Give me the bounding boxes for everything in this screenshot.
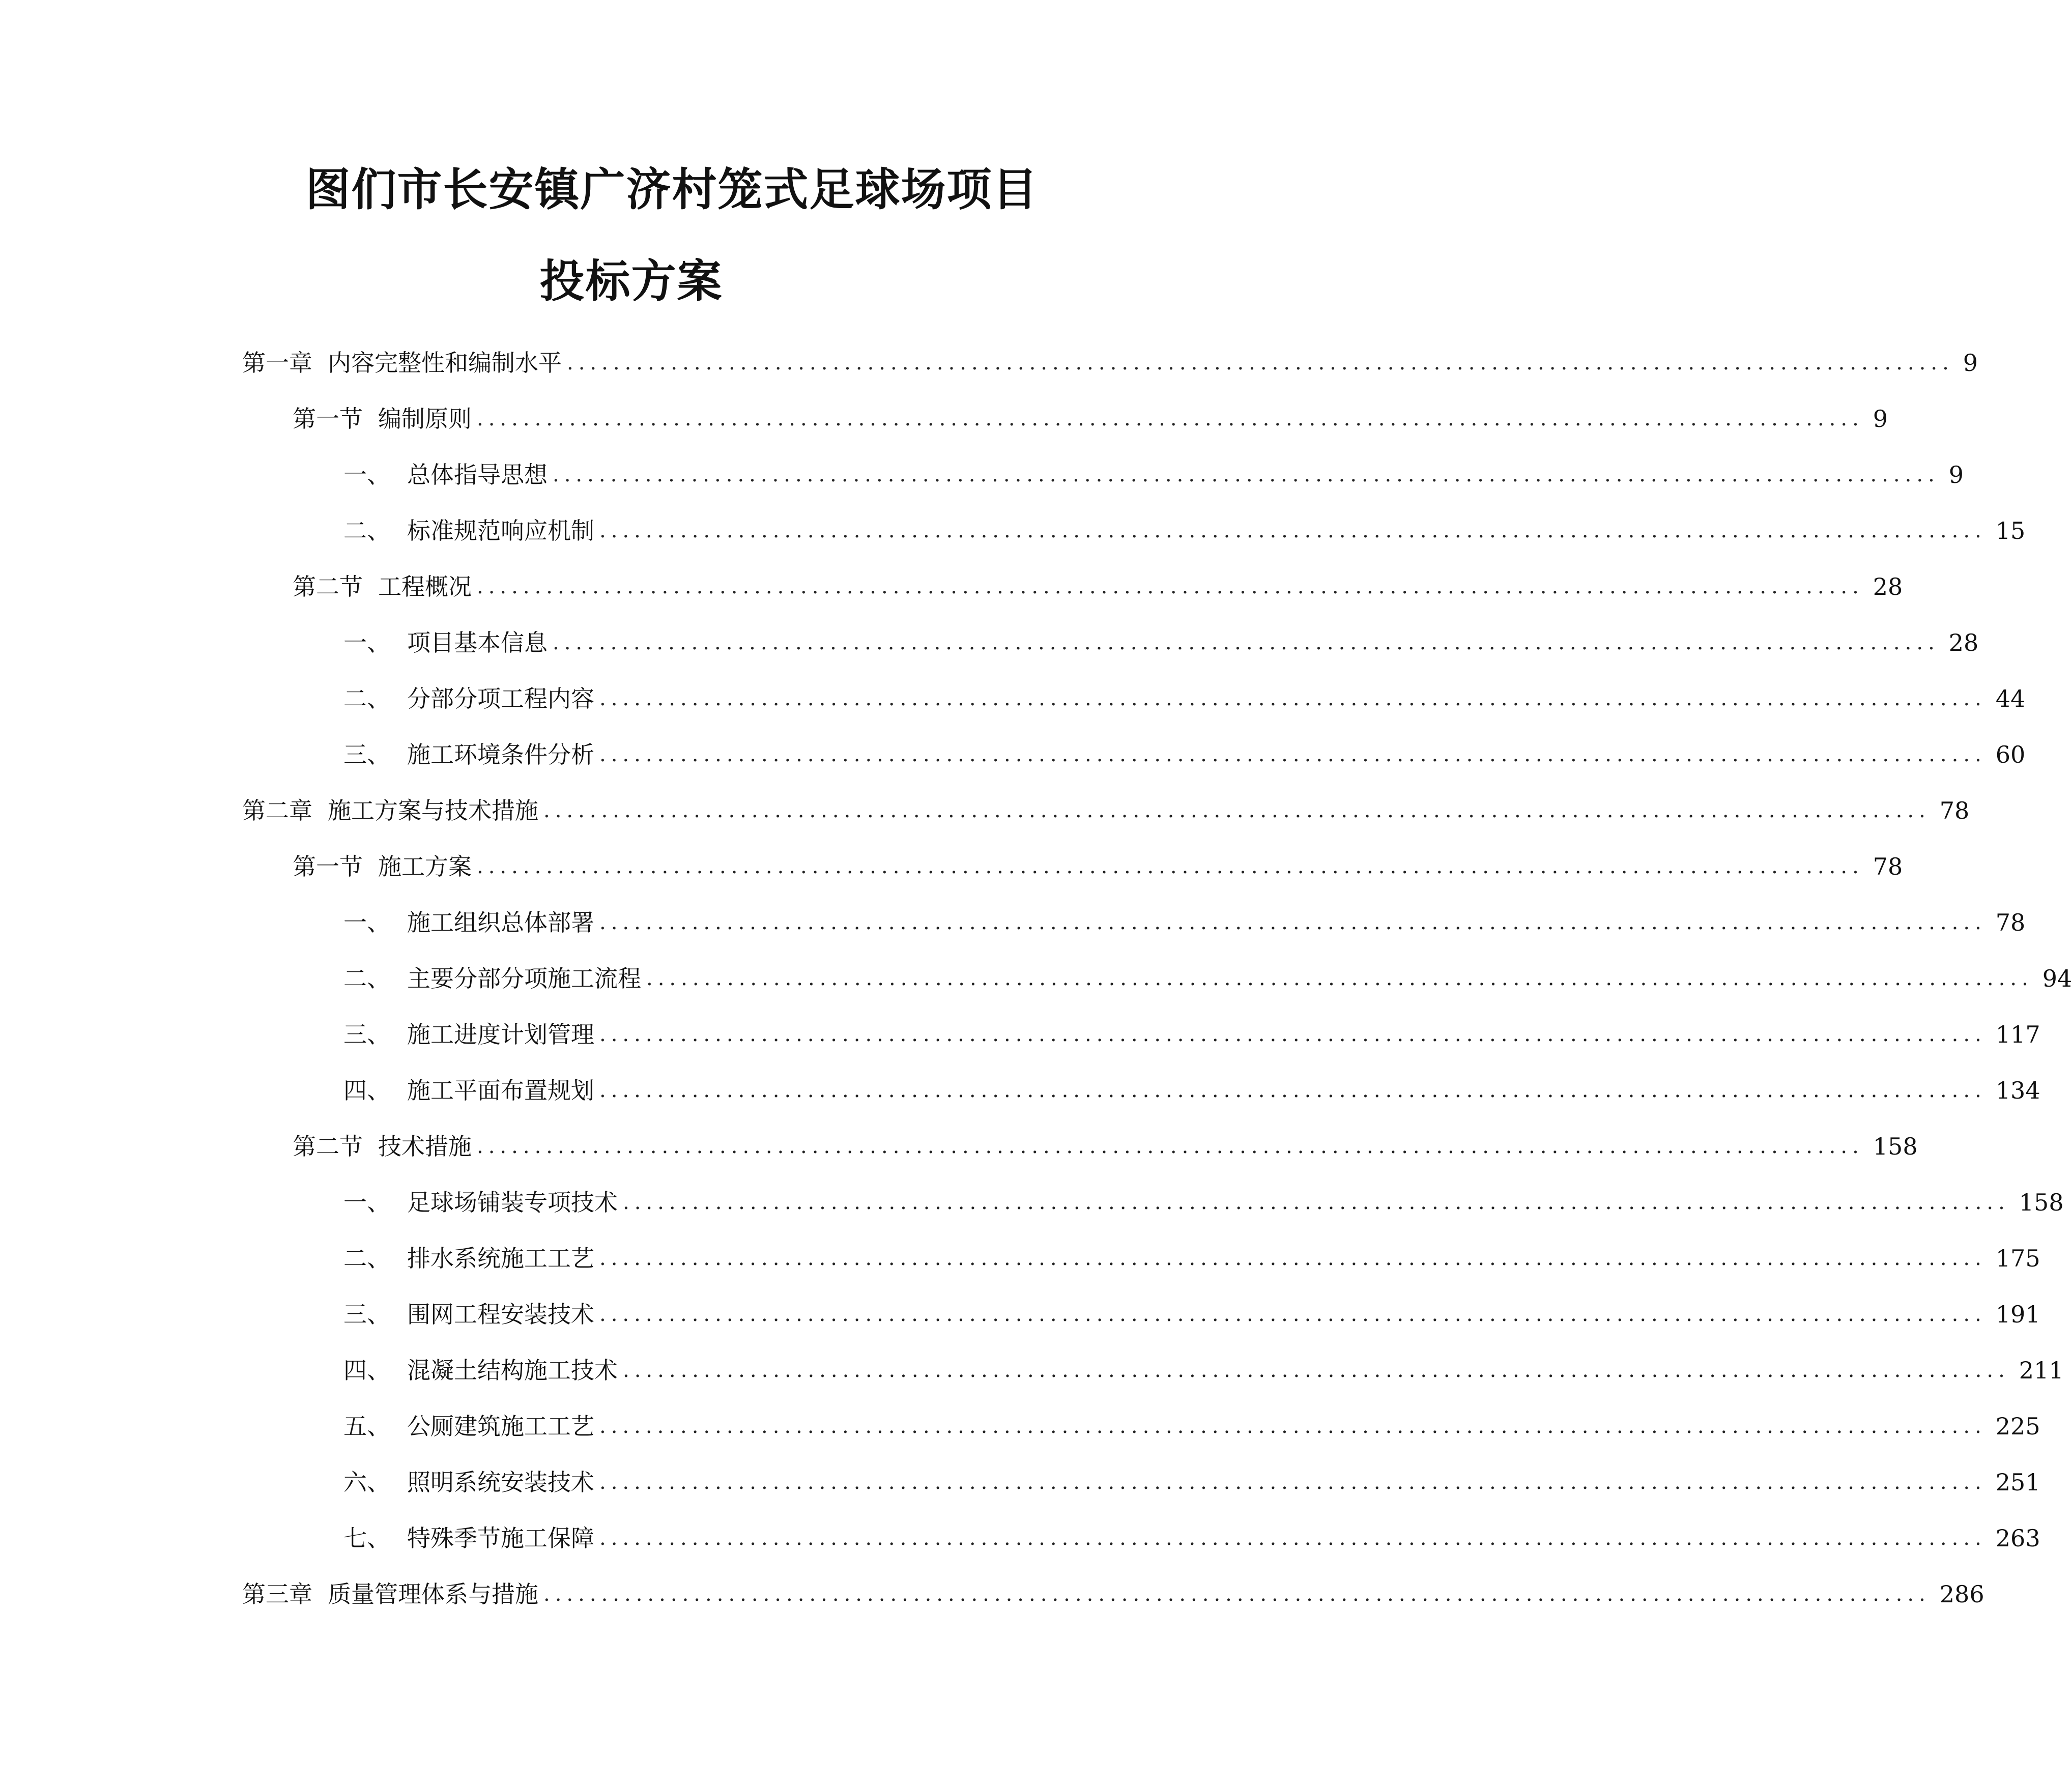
toc-leader-dots: ........................................................................................................................ (543, 1582, 1931, 1606)
toc-leader-dots: ........................................................................................................................ (553, 463, 1940, 486)
toc-entry[interactable] (343, 457, 1964, 493)
toc-leader-dots: ........................................................................................................................ (477, 855, 1864, 878)
toc-page-number: 9 (1963, 349, 1978, 377)
toc-entry-title: 施工组织总体部署 (407, 909, 594, 936)
toc-page-number: 78 (1939, 797, 1970, 824)
toc-entry-title: 工程概况 (378, 573, 472, 600)
toc-page-number: 9 (1948, 461, 1964, 488)
toc-entry-label (343, 681, 594, 716)
toc-page-number: 158 (1873, 1133, 1918, 1160)
toc-leader-dots: ........................................................................................................................ (599, 1303, 1987, 1326)
toc-page-number: 175 (1995, 1245, 2040, 1272)
toc-entry-title: 排水系统施工工艺 (407, 1245, 594, 1272)
toc-leader-dots: ........................................................................................................................ (599, 1023, 1987, 1046)
toc-entry-title: 总体指导思想 (407, 461, 548, 488)
toc-entry-label (343, 457, 548, 493)
toc-page-number: 60 (1995, 741, 2026, 768)
toc-leader-dots: ........................................................................................................................ (599, 743, 1987, 766)
toc-entry[interactable] (343, 1017, 2040, 1052)
toc-entry[interactable] (242, 1576, 1984, 1612)
toc-entry-number: 二、 (343, 685, 390, 712)
toc-leader-dots: ........................................................................................................................ (599, 519, 1987, 542)
toc-entry-number: 五、 (343, 1413, 390, 1440)
toc-entry-label (293, 849, 472, 884)
toc-entry-title: 施工进度计划管理 (407, 1021, 594, 1048)
toc-page-number: 28 (1948, 629, 1979, 656)
toc-leader-dots: ........................................................................................................................ (599, 1415, 1987, 1438)
toc-entry-title: 公厕建筑施工工艺 (407, 1413, 594, 1440)
toc-entry-title: 特殊季节施工保障 (407, 1524, 594, 1552)
document-title-line2: 投标方案 (539, 255, 723, 307)
toc-entry-number: 二、 (343, 1245, 390, 1272)
toc-entry[interactable] (343, 681, 2026, 716)
toc-entry-title: 主要分部分项施工流程 (407, 965, 641, 992)
toc-leader-dots: ........................................................................................................................ (599, 1247, 1987, 1270)
toc-entry-number: 第一章 (242, 349, 312, 377)
toc-entry-number: 第一节 (293, 853, 363, 880)
toc-entry-number: 第二节 (293, 573, 363, 600)
toc-entry-label (293, 569, 472, 604)
toc-page-number: 94 (2042, 965, 2072, 992)
toc-entry-number: 一、 (343, 909, 390, 936)
toc-entry-number: 三、 (343, 1301, 390, 1328)
toc-entry[interactable] (242, 793, 1970, 828)
toc-entry-number: 一、 (343, 1189, 390, 1216)
toc-entry[interactable] (293, 1129, 1918, 1164)
toc-entry[interactable] (343, 1241, 2040, 1276)
toc-entry-number: 三、 (343, 1021, 390, 1048)
toc-entry-title: 施工平面布置规划 (407, 1077, 594, 1104)
toc-entry-title: 编制原则 (378, 405, 472, 433)
toc-entry[interactable] (343, 737, 2026, 772)
toc-leader-dots: ........................................................................................................................ (599, 911, 1987, 934)
toc-entry-number: 第二节 (293, 1133, 363, 1160)
toc-entry-label (242, 345, 562, 381)
toc-entry[interactable] (343, 1185, 2064, 1220)
toc-entry-label (343, 1520, 594, 1556)
toc-leader-dots: ........................................................................................................................ (646, 967, 2033, 990)
toc-entry-label (343, 1185, 618, 1220)
toc-page-number: 158 (2019, 1189, 2064, 1216)
toc-page-number: 211 (2019, 1357, 2064, 1384)
toc-entry-number: 第二章 (242, 797, 312, 824)
toc-page-number: 44 (1995, 685, 2026, 712)
toc-entry-title: 围网工程安装技术 (407, 1301, 594, 1328)
toc-entry-label (343, 513, 594, 549)
toc-entry[interactable] (343, 905, 2026, 940)
toc-leader-dots: ........................................................................................................................ (477, 575, 1864, 598)
toc-page-number: 251 (1995, 1469, 2040, 1496)
toc-entry-title: 足球场铺装专项技术 (407, 1189, 618, 1216)
toc-entry-number: 六、 (343, 1469, 390, 1496)
toc-page-number: 286 (1939, 1580, 1984, 1608)
toc-entry-title: 施工方案 (378, 853, 472, 880)
toc-entry-title: 内容完整性和编制水平 (328, 349, 562, 377)
toc-leader-dots: ........................................................................................................................ (599, 1471, 1987, 1494)
toc-leader-dots: ........................................................................................................................ (623, 1359, 2010, 1382)
document-title-line1: 图们市长安镇广济村笼式足球场项目 (305, 163, 1039, 216)
toc-entry-label (343, 1073, 594, 1108)
toc-entry-number: 四、 (343, 1077, 390, 1104)
toc-page-number: 225 (1995, 1413, 2040, 1440)
toc-leader-dots: ........................................................................................................................ (599, 1079, 1987, 1102)
toc-leader-dots: ........................................................................................................................ (567, 351, 1954, 375)
toc-entry[interactable] (343, 1297, 2040, 1332)
toc-entry-title: 技术措施 (378, 1133, 472, 1160)
toc-entry-label (343, 1241, 594, 1276)
toc-entry-label (293, 401, 472, 437)
toc-entry-number: 一、 (343, 461, 390, 488)
toc-leader-dots: ........................................................................................................................ (477, 407, 1864, 430)
toc-page-number: 9 (1873, 405, 1888, 433)
toc-page-number: 134 (1995, 1077, 2040, 1104)
toc-entry-label (343, 1408, 594, 1444)
toc-entry-number: 四、 (343, 1357, 390, 1384)
toc-entry-label (242, 1576, 538, 1612)
toc-entry-label (343, 625, 548, 660)
toc-entry[interactable] (343, 1464, 2040, 1500)
toc-entry[interactable] (343, 1352, 2064, 1388)
toc-leader-dots: ........................................................................................................................ (599, 1527, 1987, 1550)
toc-entry-title: 混凝土结构施工技术 (407, 1357, 618, 1384)
toc-entry[interactable] (343, 1520, 2040, 1556)
toc-entry-label (242, 793, 538, 828)
toc-page-number: 117 (1995, 1021, 2040, 1048)
toc-entry-number: 二、 (343, 517, 390, 544)
toc-entry[interactable] (343, 1408, 2040, 1444)
toc-entry-label (343, 961, 641, 996)
toc-page-number: 263 (1995, 1524, 2040, 1552)
toc-entry[interactable] (343, 1073, 2040, 1108)
toc-entry[interactable] (293, 849, 1903, 884)
toc-page-number: 78 (1995, 909, 2026, 936)
toc-entry-label (343, 1017, 594, 1052)
toc-leader-dots: ........................................................................................................................ (477, 1135, 1864, 1158)
toc-entry-number: 第三章 (242, 1580, 312, 1608)
toc-entry-number: 一、 (343, 629, 390, 656)
toc-entry-title: 施工方案与技术措施 (328, 797, 538, 824)
toc-leader-dots: ........................................................................................................................ (543, 799, 1931, 822)
toc-entry[interactable] (293, 569, 1903, 604)
toc-entry[interactable] (343, 513, 2026, 549)
toc-entry-label (343, 1297, 594, 1332)
toc-entry[interactable] (293, 401, 1888, 437)
toc-entry-title: 照明系统安装技术 (407, 1469, 594, 1496)
toc-leader-dots: ........................................................................................................................ (599, 687, 1987, 710)
toc-page-number: 78 (1873, 853, 1903, 880)
toc-leader-dots: ........................................................................................................................ (553, 631, 1940, 654)
toc-entry-title: 分部分项工程内容 (407, 685, 594, 712)
toc-entry-number: 第一节 (293, 405, 363, 433)
toc-entry-label (293, 1129, 472, 1164)
toc-entry-title: 项目基本信息 (407, 629, 548, 656)
toc-entry-label (343, 905, 594, 940)
toc-entry[interactable] (343, 961, 2072, 996)
toc-page-number: 191 (1995, 1301, 2040, 1328)
toc-entry-title: 质量管理体系与措施 (328, 1580, 538, 1608)
toc-entry-label (343, 737, 594, 772)
toc-entry-number: 三、 (343, 741, 390, 768)
toc-entry[interactable] (242, 345, 1978, 381)
toc-entry-title: 标准规范响应机制 (407, 517, 594, 544)
toc-page-number: 28 (1873, 573, 1903, 600)
toc-entry-number: 二、 (343, 965, 390, 992)
toc-entry-label (343, 1352, 618, 1388)
toc-entry-title: 施工环境条件分析 (407, 741, 594, 768)
toc-entry-label (343, 1464, 594, 1500)
toc-leader-dots: ........................................................................................................................ (623, 1191, 2010, 1214)
toc-page-number: 15 (1995, 517, 2026, 544)
toc-entry[interactable] (343, 625, 1979, 660)
toc-entry-number: 七、 (343, 1524, 390, 1552)
